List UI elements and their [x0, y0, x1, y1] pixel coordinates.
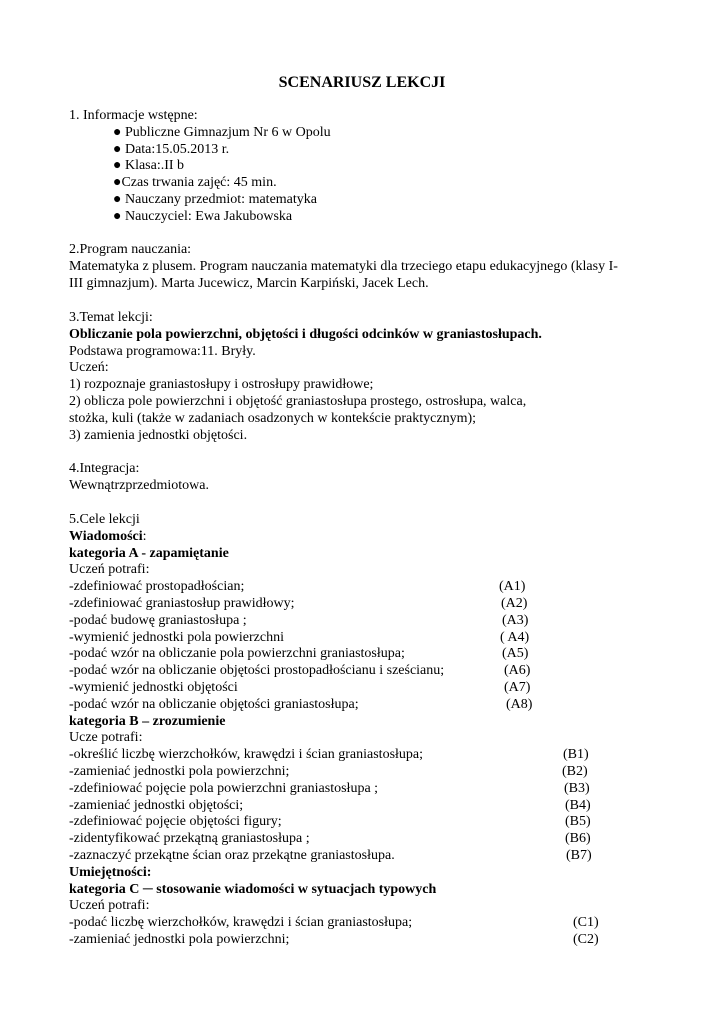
goal-code: (A5)	[502, 646, 529, 662]
topic-item-1: 1) rozpoznaje graniastosłupy i ostrosłupy prawidłowe;	[69, 377, 374, 393]
goal-row	[69, 798, 649, 815]
bullet-teacher: ● Nauczyciel: Ewa Jakubowska	[113, 208, 293, 224]
goal-row	[69, 613, 649, 630]
goal-text: -zidentyfikować przekątną graniastosłupa ;	[69, 831, 310, 847]
document-title: SCENARIUSZ LEKCJI	[278, 74, 446, 91]
goal-text: -zdefiniować pojęcie objętości figury;	[69, 814, 282, 830]
goal-code: (C1)	[573, 915, 599, 931]
goal-text: -zdefiniować prostopadłościan;	[69, 579, 245, 595]
topic-item-2: 2) oblicza pole powierzchni i objętość graniastosłupa prostego, ostrosłupa, walca,	[69, 393, 527, 409]
goal-text: -wymienić jednostki objętości	[69, 679, 238, 695]
program-line-1: Matematyka z plusem. Program nauczania matematyki dla trzeciego etapu edukacyjnego (klasy I-	[69, 258, 618, 274]
section-4-heading: 4.Integracja:	[69, 461, 140, 476]
section-2-program	[69, 242, 649, 292]
goal-code: (A2)	[501, 595, 528, 611]
goal-text: -podać wzór na obliczanie pola powierzchni graniastosłupa;	[69, 646, 405, 662]
section-2-heading: 2.Program nauczania:	[69, 242, 192, 257]
goal-row	[69, 932, 649, 949]
goal-code: ( A4)	[500, 629, 530, 645]
goal-text: -zamieniać jednostki objętości;	[69, 797, 244, 813]
goal-code: (A8)	[506, 696, 533, 712]
goal-code: (B5)	[565, 814, 591, 830]
student-label: Uczeń:	[69, 360, 109, 376]
goal-code: (B3)	[564, 780, 590, 796]
goal-row	[69, 697, 649, 714]
goal-code: (A7)	[504, 679, 531, 695]
category-b-title: kategoria B – zrozumienie	[69, 713, 226, 729]
goal-code: (A3)	[502, 612, 529, 628]
goal-code: (A6)	[504, 663, 531, 679]
section-4-integration	[69, 461, 649, 495]
category-a-title: kategoria A - zapamiętanie	[69, 545, 229, 561]
goal-row	[69, 781, 649, 798]
goal-text: -podać budowę graniastosłupa ;	[69, 612, 247, 628]
goal-row	[69, 579, 649, 596]
goal-row	[69, 848, 649, 865]
goal-row	[69, 915, 649, 932]
bullet-duration: ●Czas trwania zajęć: 45 min.	[113, 175, 277, 191]
bullet-subject: ● Nauczany przedmiot: matematyka	[113, 191, 317, 207]
goal-text: -zdefiniować graniastosłup prawidłowy;	[69, 595, 295, 611]
goal-text: -określić liczbę wierzchołków, krawędzi i ścian graniastosłupa;	[69, 747, 424, 763]
bullet-date: ● Data:15.05.2013 r.	[113, 141, 230, 157]
goal-row	[69, 680, 649, 697]
category-a-intro: Uczeń potrafi:	[69, 562, 150, 578]
goal-row	[69, 663, 649, 680]
section-1-heading: 1. Informacje wstępne:	[69, 108, 198, 123]
section-1-info	[69, 108, 649, 226]
goal-text: -zdefiniować pojęcie pola powierzchni graniastosłupa ;	[69, 780, 379, 796]
section-5-goals	[69, 512, 649, 949]
goal-row	[69, 747, 649, 764]
integration-text: Wewnątrzprzedmiotowa.	[69, 477, 209, 493]
section-3-heading: 3.Temat lekcji:	[69, 310, 153, 325]
goal-text: -zamieniać jednostki pola powierzchni;	[69, 931, 290, 947]
category-c-intro: Uczeń potrafi:	[69, 898, 150, 914]
goal-text: -zaznaczyć przekątne ścian oraz przekątne graniastosłupa.	[69, 847, 395, 863]
knowledge-label: Wiadomości	[69, 528, 143, 544]
curriculum-base: Podstawa programowa:11. Bryły.	[69, 343, 256, 359]
category-b-intro: Ucze potrafi:	[69, 730, 143, 746]
goal-code: (B7)	[566, 847, 592, 863]
goal-text: -wymienić jednostki pola powierzchni	[69, 629, 284, 645]
goal-text: -zamieniać jednostki pola powierzchni;	[69, 763, 290, 779]
goal-code: (B6)	[565, 831, 591, 847]
category-c-title: kategoria C ─ stosowanie wiadomości w sytuacjach typowych	[69, 881, 437, 897]
knowledge-colon: :	[142, 528, 147, 544]
goal-code: (C2)	[573, 931, 599, 947]
goal-text: -podać wzór na obliczanie objętości prostopadłościanu i sześcianu;	[69, 663, 445, 679]
section-5-heading: 5.Cele lekcji	[69, 512, 140, 527]
goal-row	[69, 764, 649, 781]
goal-text: -podać liczbę wierzchołków, krawędzi i ścian graniastosłupa;	[69, 915, 413, 931]
goal-code: (B2)	[562, 763, 588, 779]
goal-text: -podać wzór na obliczanie objętości graniastosłupa;	[69, 696, 359, 712]
bullet-school: ● Publiczne Gimnazjum Nr 6 w Opolu	[113, 124, 331, 140]
knowledge-heading	[69, 529, 649, 546]
goal-row	[69, 831, 649, 848]
goal-code: (B4)	[565, 797, 591, 813]
goal-code: (B1)	[563, 747, 589, 763]
goal-row	[69, 596, 649, 613]
program-line-2: III gimnazjum). Marta Jucewicz, Marcin Karpiński, Jacek Lech.	[69, 275, 429, 291]
bullet-class: ● Klasa:.II b	[113, 158, 185, 174]
lesson-topic: Obliczanie pola powierzchni, objętości i długości odcinków w graniastosłupach.	[69, 326, 542, 342]
goal-row	[69, 630, 649, 647]
goal-row	[69, 814, 649, 831]
topic-item-3: 3) zamienia jednostki objętości.	[69, 427, 248, 443]
skills-heading: Umiejętności:	[69, 864, 152, 880]
topic-item-2-cont: stożka, kuli (także w zadaniach osadzonych w kontekście praktycznym);	[69, 410, 477, 426]
goal-code: (A1)	[499, 579, 526, 595]
goal-row	[69, 646, 649, 663]
section-3-topic	[69, 310, 649, 444]
